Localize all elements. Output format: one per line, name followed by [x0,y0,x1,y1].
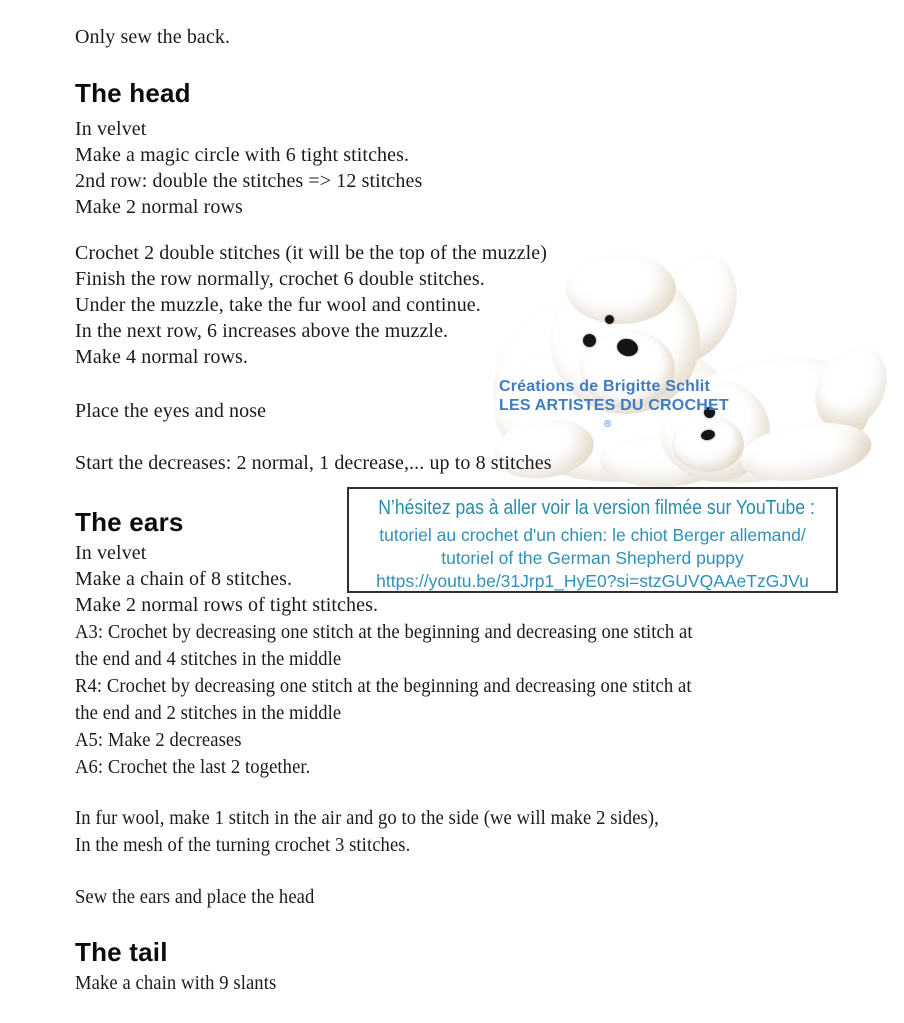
paragraph-decreases [75,450,552,476]
text-line: Make 4 normal rows. [75,346,248,368]
text-line: the end and 4 stitches in the middle [75,648,342,670]
text-line: Make a chain of 8 stitches. [75,568,293,590]
text-line: A3: Crochet by decreasing one stitch at the beginning and decreasing one stitch at [75,621,693,643]
text-line: Start the decreases: 2 normal, 1 decrease,... up to 8 stitches [75,452,552,474]
youtube-box-title: N’hésitez pas à aller voir la version filmée sur YouTube : [378,497,815,519]
text-line: In the mesh of the turning crochet 3 stitches. [75,834,411,856]
youtube-info-box [347,487,838,593]
paragraph-ears-rows [75,619,693,781]
youtube-box-subtitle-fr: tutoriel au crochet d'un chien: le chiot Berger allemand/ [379,525,806,545]
paragraph-tail [75,970,276,997]
section-heading-tail: The tail [75,937,168,967]
small-puppy-muzzle [672,416,744,472]
text-line: Place the eyes and nose [75,400,267,422]
watermark-line2: LES ARTISTES DU CROCHET [499,397,729,414]
text-line: In fur wool, make 1 stitch in the air and go to the side (we will make 2 sides), [75,807,659,829]
section-heading-ears: The ears [75,507,184,537]
text-line: Finish the row normally, crochet 6 double stitches. [75,268,485,290]
paragraph-intro [75,24,230,50]
paragraph-fur-wool [75,805,659,859]
section-heading-head: The head [75,78,191,108]
paragraph-muzzle [75,240,547,370]
text-line: 2nd row: double the stitches => 12 stitches [75,170,423,192]
youtube-box-subtitle-en: tutoriel of the German Shepherd puppy [441,548,744,568]
text-line: Sew the ears and place the head [75,886,315,908]
paragraph-head-setup [75,116,422,220]
text-line: In velvet [75,542,147,564]
big-puppy-eye-left [583,334,596,347]
paragraph-eyes-nose [75,398,266,424]
text-line: Only sew the back. [75,26,231,48]
paragraph-sew-ears [75,884,314,911]
text-line: A6: Crochet the last 2 together. [75,756,311,778]
text-line: A5: Make 2 decreases [75,729,242,751]
text-line: Make a chain with 9 slants [75,972,277,994]
text-line: Make 2 normal rows of tight stitches. [75,594,379,616]
text-line: Crochet 2 double stitches (it will be the top of the muzzle) [75,242,547,264]
watermark-line1: Créations de Brigitte Schlit [499,378,710,395]
registered-mark: ® [604,419,612,430]
text-line: In velvet [75,118,147,140]
paragraph-ears-setup [75,540,378,618]
youtube-link[interactable]: https://youtu.be/31Jrp1_HyE0?si=stzGUVQAAeTzGJVu [376,571,809,591]
text-line: the end and 2 stitches in the middle [75,702,342,724]
text-line: R4: Crochet by decreasing one stitch at the beginning and decreasing one stitch at [75,675,692,697]
text-line: In the next row, 6 increases above the muzzle. [75,320,449,342]
big-puppy-top-tuft [566,254,676,324]
text-line: Under the muzzle, take the fur wool and continue. [75,294,481,316]
big-puppy-eye-right [605,315,614,324]
watermark [499,377,729,415]
text-line: Make 2 normal rows [75,196,243,218]
text-line: Make a magic circle with 6 tight stitches. [75,144,410,166]
